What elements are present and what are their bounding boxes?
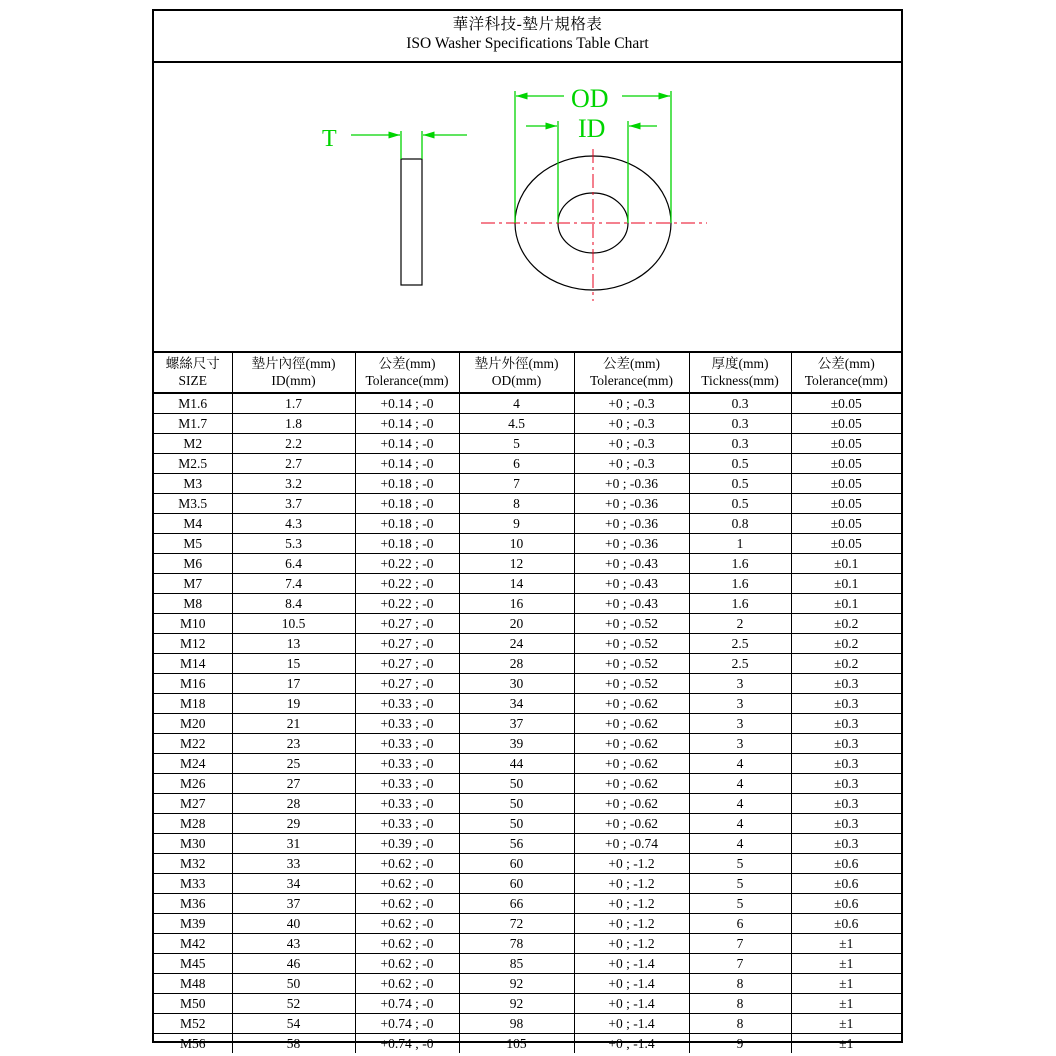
cell-id: 40 bbox=[232, 914, 355, 934]
cell-od: 72 bbox=[459, 914, 574, 934]
cell-id: 19 bbox=[232, 694, 355, 714]
cell-size: M14 bbox=[154, 654, 232, 674]
table-row bbox=[154, 934, 901, 954]
table-row bbox=[154, 454, 901, 474]
thickness-label: T bbox=[322, 126, 337, 152]
cell-id: 52 bbox=[232, 994, 355, 1014]
cell-size: M7 bbox=[154, 574, 232, 594]
header-id-en: ID(mm) bbox=[271, 373, 316, 388]
cell-id: 1.7 bbox=[232, 393, 355, 414]
cell-thickness-tolerance: ±0.05 bbox=[791, 434, 901, 454]
cell-thickness-tolerance: ±0.3 bbox=[791, 834, 901, 854]
cell-id-tolerance: +0.62 ; -0 bbox=[355, 974, 459, 994]
cell-thickness: 1 bbox=[689, 534, 791, 554]
cell-size: M5 bbox=[154, 534, 232, 554]
cell-od: 20 bbox=[459, 614, 574, 634]
cell-size: M48 bbox=[154, 974, 232, 994]
cell-od: 98 bbox=[459, 1014, 574, 1034]
cell-thickness: 8 bbox=[689, 994, 791, 1014]
cell-thickness: 8 bbox=[689, 1014, 791, 1034]
cell-id-tolerance: +0.33 ; -0 bbox=[355, 814, 459, 834]
cell-thickness: 5 bbox=[689, 874, 791, 894]
cell-id-tolerance: +0.18 ; -0 bbox=[355, 494, 459, 514]
title-english: ISO Washer Specifications Table Chart bbox=[406, 35, 649, 52]
cell-size: M42 bbox=[154, 934, 232, 954]
cell-thickness-tolerance: ±0.2 bbox=[791, 654, 901, 674]
cell-thickness: 0.5 bbox=[689, 454, 791, 474]
cell-thickness: 0.5 bbox=[689, 494, 791, 514]
header-thickness-tolerance bbox=[791, 352, 901, 394]
cell-thickness-tolerance: ±0.1 bbox=[791, 574, 901, 594]
table-body bbox=[154, 393, 901, 1053]
cell-size: M3.5 bbox=[154, 494, 232, 514]
cell-od-tolerance: +0 ; -0.3 bbox=[574, 454, 689, 474]
cell-id-tolerance: +0.27 ; -0 bbox=[355, 614, 459, 634]
cell-size: M33 bbox=[154, 874, 232, 894]
cell-od-tolerance: +0 ; -0.43 bbox=[574, 574, 689, 594]
cell-thickness: 3 bbox=[689, 674, 791, 694]
cell-od-tolerance: +0 ; -0.52 bbox=[574, 634, 689, 654]
cell-od-tolerance: +0 ; -1.2 bbox=[574, 934, 689, 954]
cell-size: M12 bbox=[154, 634, 232, 654]
header-id-tolerance-en: Tolerance(mm) bbox=[365, 373, 449, 388]
cell-id: 7.4 bbox=[232, 574, 355, 594]
cell-id-tolerance: +0.33 ; -0 bbox=[355, 794, 459, 814]
cell-od-tolerance: +0 ; -1.4 bbox=[574, 954, 689, 974]
cell-thickness: 2 bbox=[689, 614, 791, 634]
cell-id: 5.3 bbox=[232, 534, 355, 554]
cell-thickness: 5 bbox=[689, 854, 791, 874]
cell-thickness: 3 bbox=[689, 714, 791, 734]
cell-od: 92 bbox=[459, 974, 574, 994]
washer-diagram bbox=[154, 61, 901, 353]
cell-thickness-tolerance: ±0.6 bbox=[791, 894, 901, 914]
header-od-zh: 墊片外徑(mm) bbox=[474, 356, 559, 371]
cell-thickness: 0.3 bbox=[689, 393, 791, 414]
cell-size: M3 bbox=[154, 474, 232, 494]
cell-size: M27 bbox=[154, 794, 232, 814]
spec-sheet bbox=[152, 9, 903, 1051]
cell-size: M16 bbox=[154, 674, 232, 694]
table-row bbox=[154, 594, 901, 614]
cell-thickness-tolerance: ±0.2 bbox=[791, 614, 901, 634]
cell-id-tolerance: +0.22 ; -0 bbox=[355, 574, 459, 594]
cell-od: 50 bbox=[459, 774, 574, 794]
cell-thickness-tolerance: ±1 bbox=[791, 1034, 901, 1054]
table-row bbox=[154, 914, 901, 934]
table-row bbox=[154, 814, 901, 834]
cell-thickness: 9 bbox=[689, 1034, 791, 1054]
cell-thickness-tolerance: ±0.6 bbox=[791, 874, 901, 894]
cell-id-tolerance: +0.62 ; -0 bbox=[355, 914, 459, 934]
cell-od: 34 bbox=[459, 694, 574, 714]
cell-thickness-tolerance: ±0.05 bbox=[791, 454, 901, 474]
cell-od: 28 bbox=[459, 654, 574, 674]
cell-size: M2.5 bbox=[154, 454, 232, 474]
cell-od: 60 bbox=[459, 874, 574, 894]
cell-thickness: 8 bbox=[689, 974, 791, 994]
cell-id: 37 bbox=[232, 894, 355, 914]
header-thickness-tolerance-en: Tolerance(mm) bbox=[804, 373, 888, 388]
cell-thickness: 4 bbox=[689, 834, 791, 854]
cell-size: M2 bbox=[154, 434, 232, 454]
cell-od-tolerance: +0 ; -0.36 bbox=[574, 494, 689, 514]
cell-od: 37 bbox=[459, 714, 574, 734]
header-id-tolerance-zh: 公差(mm) bbox=[378, 356, 436, 371]
cell-thickness-tolerance: ±0.3 bbox=[791, 814, 901, 834]
cell-size: M56 bbox=[154, 1034, 232, 1054]
cell-od: 78 bbox=[459, 934, 574, 954]
cell-id: 54 bbox=[232, 1014, 355, 1034]
cell-id-tolerance: +0.33 ; -0 bbox=[355, 754, 459, 774]
table-row bbox=[154, 714, 901, 734]
cell-od-tolerance: +0 ; -0.36 bbox=[574, 514, 689, 534]
washer-spec-table bbox=[154, 351, 901, 1053]
table-row bbox=[154, 614, 901, 634]
cell-id-tolerance: +0.62 ; -0 bbox=[355, 874, 459, 894]
cell-id-tolerance: +0.39 ; -0 bbox=[355, 834, 459, 854]
cell-id: 2.2 bbox=[232, 434, 355, 454]
cell-od-tolerance: +0 ; -0.52 bbox=[574, 654, 689, 674]
cell-size: M36 bbox=[154, 894, 232, 914]
cell-thickness: 3 bbox=[689, 694, 791, 714]
cell-id-tolerance: +0.14 ; -0 bbox=[355, 434, 459, 454]
table-row bbox=[154, 554, 901, 574]
cell-od-tolerance: +0 ; -0.43 bbox=[574, 554, 689, 574]
cell-id-tolerance: +0.27 ; -0 bbox=[355, 674, 459, 694]
cell-size: M18 bbox=[154, 694, 232, 714]
cell-id: 2.7 bbox=[232, 454, 355, 474]
cell-od-tolerance: +0 ; -0.36 bbox=[574, 534, 689, 554]
cell-id: 46 bbox=[232, 954, 355, 974]
cell-id: 28 bbox=[232, 794, 355, 814]
table-row bbox=[154, 574, 901, 594]
header-od-en: OD(mm) bbox=[491, 373, 542, 388]
cell-od: 105 bbox=[459, 1034, 574, 1054]
cell-thickness-tolerance: ±0.05 bbox=[791, 534, 901, 554]
cell-id-tolerance: +0.33 ; -0 bbox=[355, 694, 459, 714]
cell-id: 34 bbox=[232, 874, 355, 894]
cell-id: 23 bbox=[232, 734, 355, 754]
cell-id-tolerance: +0.74 ; -0 bbox=[355, 994, 459, 1014]
cell-od: 14 bbox=[459, 574, 574, 594]
cell-thickness-tolerance: ±0.1 bbox=[791, 554, 901, 574]
cell-id-tolerance: +0.27 ; -0 bbox=[355, 654, 459, 674]
cell-od-tolerance: +0 ; -1.4 bbox=[574, 1034, 689, 1054]
cell-od-tolerance: +0 ; -0.62 bbox=[574, 814, 689, 834]
cell-id-tolerance: +0.74 ; -0 bbox=[355, 1034, 459, 1054]
title-chinese: 華洋科技-墊片規格表 bbox=[452, 16, 603, 33]
cell-od: 16 bbox=[459, 594, 574, 614]
cell-od: 4 bbox=[459, 393, 574, 414]
header-thickness-tolerance-zh: 公差(mm) bbox=[817, 356, 875, 371]
cell-od-tolerance: +0 ; -1.4 bbox=[574, 994, 689, 1014]
cell-id-tolerance: +0.27 ; -0 bbox=[355, 634, 459, 654]
table-row bbox=[154, 954, 901, 974]
cell-id-tolerance: +0.18 ; -0 bbox=[355, 474, 459, 494]
cell-id: 29 bbox=[232, 814, 355, 834]
cell-thickness-tolerance: ±0.3 bbox=[791, 734, 901, 754]
cell-thickness-tolerance: ±1 bbox=[791, 1014, 901, 1034]
cell-size: M8 bbox=[154, 594, 232, 614]
header-id bbox=[232, 352, 355, 394]
cell-thickness-tolerance: ±0.3 bbox=[791, 774, 901, 794]
cell-thickness-tolerance: ±0.1 bbox=[791, 594, 901, 614]
cell-od-tolerance: +0 ; -0.62 bbox=[574, 714, 689, 734]
cell-od: 39 bbox=[459, 734, 574, 754]
header-size bbox=[154, 352, 232, 394]
table-row bbox=[154, 674, 901, 694]
cell-od: 92 bbox=[459, 994, 574, 1014]
cell-id: 33 bbox=[232, 854, 355, 874]
cell-od-tolerance: +0 ; -0.3 bbox=[574, 434, 689, 454]
cell-od-tolerance: +0 ; -0.62 bbox=[574, 794, 689, 814]
table-row bbox=[154, 974, 901, 994]
cell-thickness-tolerance: ±0.3 bbox=[791, 714, 901, 734]
cell-id-tolerance: +0.14 ; -0 bbox=[355, 414, 459, 434]
header-od-tolerance-en: Tolerance(mm) bbox=[589, 373, 673, 388]
table-row bbox=[154, 754, 901, 774]
cell-size: M1.7 bbox=[154, 414, 232, 434]
cell-od-tolerance: +0 ; -0.62 bbox=[574, 694, 689, 714]
cell-od: 10 bbox=[459, 534, 574, 554]
cell-od-tolerance: +0 ; -0.3 bbox=[574, 393, 689, 414]
cell-od-tolerance: +0 ; -0.62 bbox=[574, 774, 689, 794]
cell-od: 24 bbox=[459, 634, 574, 654]
cell-od-tolerance: +0 ; -0.52 bbox=[574, 614, 689, 634]
table-row bbox=[154, 393, 901, 414]
cell-id: 50 bbox=[232, 974, 355, 994]
cell-thickness-tolerance: ±0.05 bbox=[791, 474, 901, 494]
cell-size: M22 bbox=[154, 734, 232, 754]
cell-id-tolerance: +0.62 ; -0 bbox=[355, 934, 459, 954]
cell-thickness: 4 bbox=[689, 814, 791, 834]
table-row bbox=[154, 834, 901, 854]
cell-id-tolerance: +0.14 ; -0 bbox=[355, 393, 459, 414]
id-label: ID bbox=[578, 114, 606, 143]
cell-thickness-tolerance: ±0.3 bbox=[791, 674, 901, 694]
table-row bbox=[154, 634, 901, 654]
header-od-tolerance-zh: 公差(mm) bbox=[603, 356, 660, 371]
cell-od: 50 bbox=[459, 814, 574, 834]
cell-size: M24 bbox=[154, 754, 232, 774]
cell-od-tolerance: +0 ; -1.2 bbox=[574, 914, 689, 934]
cell-id-tolerance: +0.74 ; -0 bbox=[355, 1014, 459, 1034]
cell-thickness: 4 bbox=[689, 794, 791, 814]
header-thickness-zh: 厚度(mm) bbox=[711, 356, 769, 371]
cell-size: M20 bbox=[154, 714, 232, 734]
table-row bbox=[154, 1014, 901, 1034]
cell-od-tolerance: +0 ; -0.62 bbox=[574, 754, 689, 774]
header-thickness bbox=[689, 352, 791, 394]
cell-od-tolerance: +0 ; -0.43 bbox=[574, 594, 689, 614]
cell-od: 8 bbox=[459, 494, 574, 514]
cell-size: M1.6 bbox=[154, 393, 232, 414]
cell-size: M39 bbox=[154, 914, 232, 934]
cell-thickness: 2.5 bbox=[689, 634, 791, 654]
cell-thickness-tolerance: ±1 bbox=[791, 974, 901, 994]
cell-od: 9 bbox=[459, 514, 574, 534]
title-block bbox=[154, 11, 901, 63]
cell-thickness: 0.3 bbox=[689, 434, 791, 454]
washer-side-view bbox=[401, 159, 422, 285]
header-od bbox=[459, 352, 574, 394]
cell-thickness-tolerance: ±0.05 bbox=[791, 514, 901, 534]
cell-od: 4.5 bbox=[459, 414, 574, 434]
cell-od-tolerance: +0 ; -0.3 bbox=[574, 414, 689, 434]
cell-thickness: 0.8 bbox=[689, 514, 791, 534]
cell-thickness-tolerance: ±1 bbox=[791, 934, 901, 954]
cell-id: 21 bbox=[232, 714, 355, 734]
cell-id: 1.8 bbox=[232, 414, 355, 434]
table-row bbox=[154, 514, 901, 534]
table-row bbox=[154, 734, 901, 754]
cell-thickness: 4 bbox=[689, 754, 791, 774]
cell-od-tolerance: +0 ; -0.62 bbox=[574, 734, 689, 754]
cell-size: M30 bbox=[154, 834, 232, 854]
cell-thickness: 2.5 bbox=[689, 654, 791, 674]
washer-drawing bbox=[154, 61, 901, 351]
cell-thickness: 7 bbox=[689, 954, 791, 974]
cell-id-tolerance: +0.62 ; -0 bbox=[355, 954, 459, 974]
cell-id-tolerance: +0.62 ; -0 bbox=[355, 854, 459, 874]
cell-od: 30 bbox=[459, 674, 574, 694]
cell-id-tolerance: +0.18 ; -0 bbox=[355, 534, 459, 554]
cell-thickness-tolerance: ±1 bbox=[791, 954, 901, 974]
cell-id: 31 bbox=[232, 834, 355, 854]
cell-size: M52 bbox=[154, 1014, 232, 1034]
cell-od: 6 bbox=[459, 454, 574, 474]
table-row bbox=[154, 414, 901, 434]
cell-thickness-tolerance: ±0.3 bbox=[791, 754, 901, 774]
cell-id-tolerance: +0.14 ; -0 bbox=[355, 454, 459, 474]
cell-thickness: 1.6 bbox=[689, 554, 791, 574]
header-id-tolerance bbox=[355, 352, 459, 394]
cell-id: 17 bbox=[232, 674, 355, 694]
cell-id: 25 bbox=[232, 754, 355, 774]
cell-thickness-tolerance: ±0.05 bbox=[791, 494, 901, 514]
cell-od: 85 bbox=[459, 954, 574, 974]
cell-od: 56 bbox=[459, 834, 574, 854]
cell-id: 27 bbox=[232, 774, 355, 794]
cell-id: 4.3 bbox=[232, 514, 355, 534]
cell-id: 15 bbox=[232, 654, 355, 674]
cell-od-tolerance: +0 ; -0.52 bbox=[574, 674, 689, 694]
table-row bbox=[154, 1034, 901, 1054]
cell-od-tolerance: +0 ; -0.74 bbox=[574, 834, 689, 854]
header-thickness-en: Tickness(mm) bbox=[701, 373, 779, 388]
cell-size: M10 bbox=[154, 614, 232, 634]
cell-thickness-tolerance: ±0.6 bbox=[791, 854, 901, 874]
cell-thickness-tolerance: ±0.2 bbox=[791, 634, 901, 654]
cell-od: 5 bbox=[459, 434, 574, 454]
cell-od-tolerance: +0 ; -1.2 bbox=[574, 874, 689, 894]
cell-od: 44 bbox=[459, 754, 574, 774]
cell-thickness-tolerance: ±0.05 bbox=[791, 414, 901, 434]
cell-id: 6.4 bbox=[232, 554, 355, 574]
cell-id-tolerance: +0.22 ; -0 bbox=[355, 554, 459, 574]
cell-od: 66 bbox=[459, 894, 574, 914]
cell-id-tolerance: +0.33 ; -0 bbox=[355, 774, 459, 794]
cell-size: M4 bbox=[154, 514, 232, 534]
cell-id-tolerance: +0.33 ; -0 bbox=[355, 734, 459, 754]
cell-od-tolerance: +0 ; -1.2 bbox=[574, 894, 689, 914]
cell-id: 43 bbox=[232, 934, 355, 954]
cell-size: M45 bbox=[154, 954, 232, 974]
cell-id-tolerance: +0.18 ; -0 bbox=[355, 514, 459, 534]
table-row bbox=[154, 874, 901, 894]
table-row bbox=[154, 654, 901, 674]
cell-od: 7 bbox=[459, 474, 574, 494]
table-row bbox=[154, 994, 901, 1014]
cell-thickness: 3 bbox=[689, 734, 791, 754]
table-row bbox=[154, 894, 901, 914]
table-row bbox=[154, 474, 901, 494]
cell-id-tolerance: +0.22 ; -0 bbox=[355, 594, 459, 614]
cell-size: M32 bbox=[154, 854, 232, 874]
cell-thickness: 1.6 bbox=[689, 574, 791, 594]
cell-thickness: 7 bbox=[689, 934, 791, 954]
cell-thickness-tolerance: ±0.3 bbox=[791, 794, 901, 814]
cell-od-tolerance: +0 ; -1.2 bbox=[574, 854, 689, 874]
cell-thickness: 6 bbox=[689, 914, 791, 934]
cell-id-tolerance: +0.62 ; -0 bbox=[355, 894, 459, 914]
od-label: OD bbox=[571, 84, 609, 113]
cell-id: 13 bbox=[232, 634, 355, 654]
cell-id: 58 bbox=[232, 1034, 355, 1054]
cell-thickness: 5 bbox=[689, 894, 791, 914]
cell-od-tolerance: +0 ; -1.4 bbox=[574, 1014, 689, 1034]
cell-od: 50 bbox=[459, 794, 574, 814]
cell-thickness: 0.5 bbox=[689, 474, 791, 494]
thickness-dimension bbox=[351, 131, 467, 159]
header-size-zh: 螺絲尺寸 bbox=[165, 356, 220, 371]
table-row bbox=[154, 794, 901, 814]
cell-od: 12 bbox=[459, 554, 574, 574]
table-header-row bbox=[154, 352, 901, 394]
cell-id-tolerance: +0.33 ; -0 bbox=[355, 714, 459, 734]
cell-thickness-tolerance: ±1 bbox=[791, 994, 901, 1014]
table-row bbox=[154, 534, 901, 554]
table-row bbox=[154, 694, 901, 714]
cell-thickness: 4 bbox=[689, 774, 791, 794]
cell-thickness-tolerance: ±0.6 bbox=[791, 914, 901, 934]
cell-thickness-tolerance: ±0.05 bbox=[791, 393, 901, 414]
header-size-en: SIZE bbox=[178, 373, 207, 388]
cell-id: 3.2 bbox=[232, 474, 355, 494]
cell-size: M26 bbox=[154, 774, 232, 794]
table-row bbox=[154, 434, 901, 454]
cell-od-tolerance: +0 ; -1.4 bbox=[574, 974, 689, 994]
cell-size: M6 bbox=[154, 554, 232, 574]
cell-size: M28 bbox=[154, 814, 232, 834]
cell-od: 60 bbox=[459, 854, 574, 874]
cell-thickness: 0.3 bbox=[689, 414, 791, 434]
header-od-tolerance bbox=[574, 352, 689, 394]
cell-thickness: 1.6 bbox=[689, 594, 791, 614]
cell-thickness-tolerance: ±0.3 bbox=[791, 694, 901, 714]
header-id-zh: 墊片內徑(mm) bbox=[251, 356, 336, 371]
table-row bbox=[154, 774, 901, 794]
cell-size: M50 bbox=[154, 994, 232, 1014]
cell-od-tolerance: +0 ; -0.36 bbox=[574, 474, 689, 494]
cell-id: 3.7 bbox=[232, 494, 355, 514]
table-row bbox=[154, 494, 901, 514]
table-row bbox=[154, 854, 901, 874]
cell-id: 8.4 bbox=[232, 594, 355, 614]
cell-id: 10.5 bbox=[232, 614, 355, 634]
